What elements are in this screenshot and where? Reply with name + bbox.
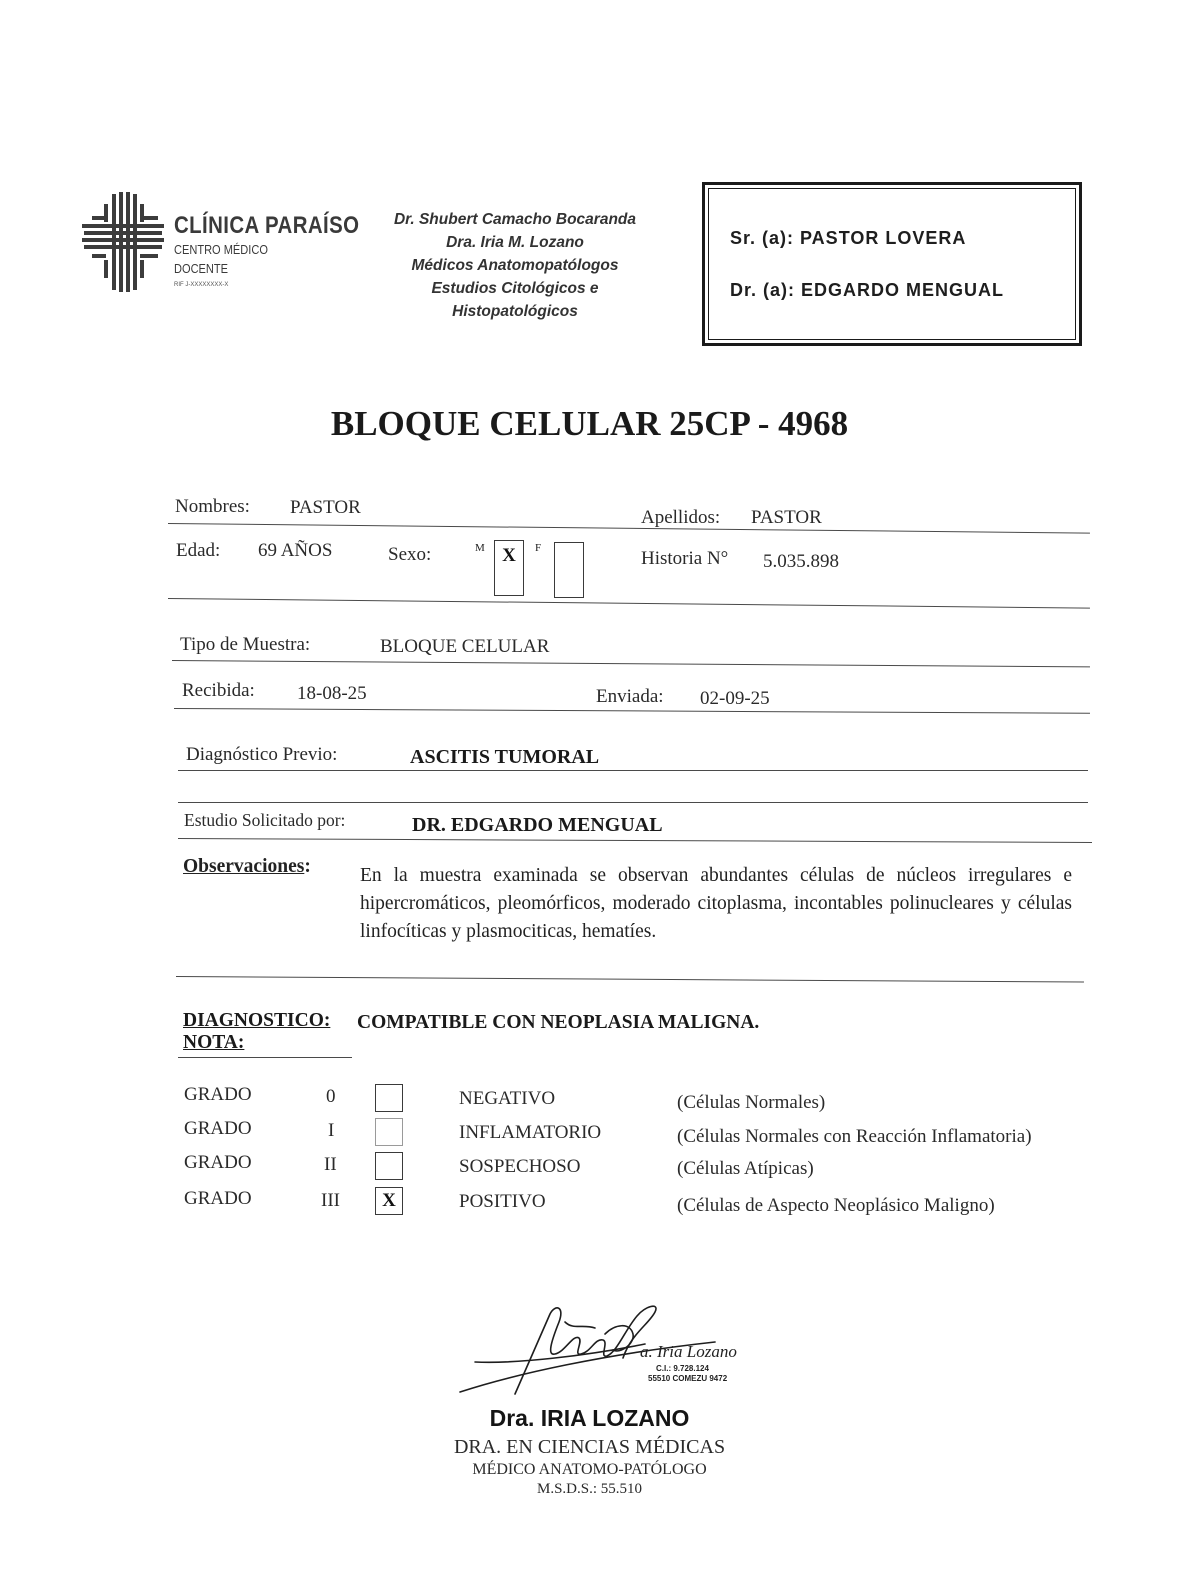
stamp-name: a. Iria Lozano xyxy=(640,1342,737,1361)
tipo-muestra-label: Tipo de Muestra: xyxy=(180,634,311,655)
enviada-label: Enviada: xyxy=(596,686,664,707)
solicitado-value: DR. EDGARDO MENGUAL xyxy=(412,814,663,836)
patient-box-patient: Sr. (a): PASTOR LOVERA xyxy=(730,228,967,248)
doctor-line: Dra. Iria M. Lozano xyxy=(446,234,584,251)
grade-result: INFLAMATORIO xyxy=(459,1122,602,1143)
grade-checkbox[interactable] xyxy=(375,1118,403,1146)
apellidos-value: PASTOR xyxy=(751,507,822,528)
enviada-value: 02-09-25 xyxy=(700,688,770,709)
grade-label: GRADO xyxy=(184,1118,252,1139)
grade-number: 0 xyxy=(326,1086,336,1107)
signer-msds: M.S.D.S.: 55.510 xyxy=(536,1481,643,1497)
grade-checkbox[interactable]: X xyxy=(375,1187,403,1215)
grade-label: GRADO xyxy=(184,1188,252,1209)
divider xyxy=(172,660,1090,667)
patient-box-inner xyxy=(708,188,1076,340)
clinic-registration: RIF J-XXXXXXXX-X xyxy=(174,282,229,288)
grade-result: NEGATIVO xyxy=(459,1088,556,1109)
grade-result: SOSPECHOSO xyxy=(459,1156,581,1177)
grade-description: (Células Normales con Reacción Inflamatoria) xyxy=(677,1126,1032,1147)
grade-label: GRADO xyxy=(184,1084,252,1105)
sexo-m-checkbox[interactable]: X xyxy=(494,540,524,596)
recibida-label: Recibida: xyxy=(182,680,255,701)
historia-label: Historia N° xyxy=(641,548,729,569)
signer-title: DRA. EN CIENCIAS MÉDICAS xyxy=(453,1436,726,1458)
doctor-line: Estudios Citológicos e xyxy=(431,280,599,297)
grade-result: POSITIVO xyxy=(459,1191,546,1212)
tipo-muestra-value: BLOQUE CELULAR xyxy=(380,636,550,657)
clinic-name: CLÍNICA PARAÍSO xyxy=(174,212,360,239)
doctor-line: Histopatológicos xyxy=(452,303,578,320)
nota-label: NOTA: xyxy=(183,1032,245,1053)
apellidos-label: Apellidos: xyxy=(641,507,721,528)
edad-value: 69 AÑOS xyxy=(258,540,333,561)
grade-number: III xyxy=(321,1190,340,1211)
grade-checkbox[interactable] xyxy=(375,1084,403,1112)
sexo-f-checkbox[interactable] xyxy=(554,542,584,598)
doctor-line: Dr. Shubert Camacho Bocaranda xyxy=(393,211,637,228)
signer-name: Dra. IRIA LOZANO xyxy=(489,1405,690,1431)
observaciones-colon: : xyxy=(304,856,311,877)
signer-specialty: MÉDICO ANATOMO-PATÓLOGO xyxy=(472,1461,707,1478)
solicitado-label: Estudio Solicitado por: xyxy=(184,810,346,830)
clinic-subtitle: CENTRO MÉDICO xyxy=(174,242,268,257)
observaciones-label xyxy=(183,856,311,878)
nombres-value: PASTOR xyxy=(290,497,361,518)
doctors-block xyxy=(356,208,674,323)
clinic-logo-icon xyxy=(82,192,172,292)
recibida-value: 18-08-25 xyxy=(297,683,367,704)
diag-previo-label: Diagnóstico Previo: xyxy=(186,744,338,765)
grade-description: (Células Atípicas) xyxy=(677,1158,814,1179)
observaciones-label-text: Observaciones xyxy=(183,856,305,877)
observaciones-text: En la muestra examinada se observan abundantes células de núcleos irregulares e hipercromáticos, pleomórficos, moderado citoplasma, incontables polinucleares y células linfocíticas y plasmociticas, hematíes. xyxy=(360,865,1072,942)
sexo-label: Sexo: xyxy=(388,544,432,565)
patient-box-doctor: Dr. (a): EDGARDO MENGUAL xyxy=(730,280,1005,300)
grade-number: I xyxy=(328,1120,335,1141)
grade-description: (Células de Aspecto Neoplásico Maligno) xyxy=(677,1195,995,1216)
page-title: BLOQUE CELULAR 25CP - 4968 xyxy=(330,404,849,443)
clinic-subtitle-2: DOCENTE xyxy=(174,261,229,276)
stamp-registration: 55510 COMEZU 9472 xyxy=(648,1374,728,1383)
divider xyxy=(176,976,1084,983)
divider xyxy=(178,802,1088,803)
grade-description: (Células Normales) xyxy=(677,1092,826,1113)
divider xyxy=(168,523,1090,534)
edad-label: Edad: xyxy=(176,540,221,561)
divider xyxy=(168,598,1090,609)
stamp-ci: C.I.: 9.728.124 xyxy=(656,1364,709,1373)
grade-checkbox[interactable] xyxy=(375,1152,403,1180)
diag-previo-value: ASCITIS TUMORAL xyxy=(410,746,600,768)
sexo-f-label: F xyxy=(535,542,542,554)
historia-value: 5.035.898 xyxy=(763,551,839,572)
doctor-line: Médicos Anatomopatólogos xyxy=(411,257,619,274)
grade-label: GRADO xyxy=(184,1152,252,1173)
nombres-label: Nombres: xyxy=(175,496,250,517)
divider xyxy=(174,708,1090,714)
sexo-m-label: M xyxy=(475,542,485,554)
diagnostico-value: COMPATIBLE CON NEOPLASIA MALIGNA. xyxy=(357,1012,760,1033)
divider xyxy=(178,1057,352,1058)
divider xyxy=(178,838,1092,843)
grade-number: II xyxy=(324,1154,337,1175)
diagnostico-label: DIAGNOSTICO: xyxy=(183,1010,331,1031)
divider xyxy=(178,770,1088,771)
